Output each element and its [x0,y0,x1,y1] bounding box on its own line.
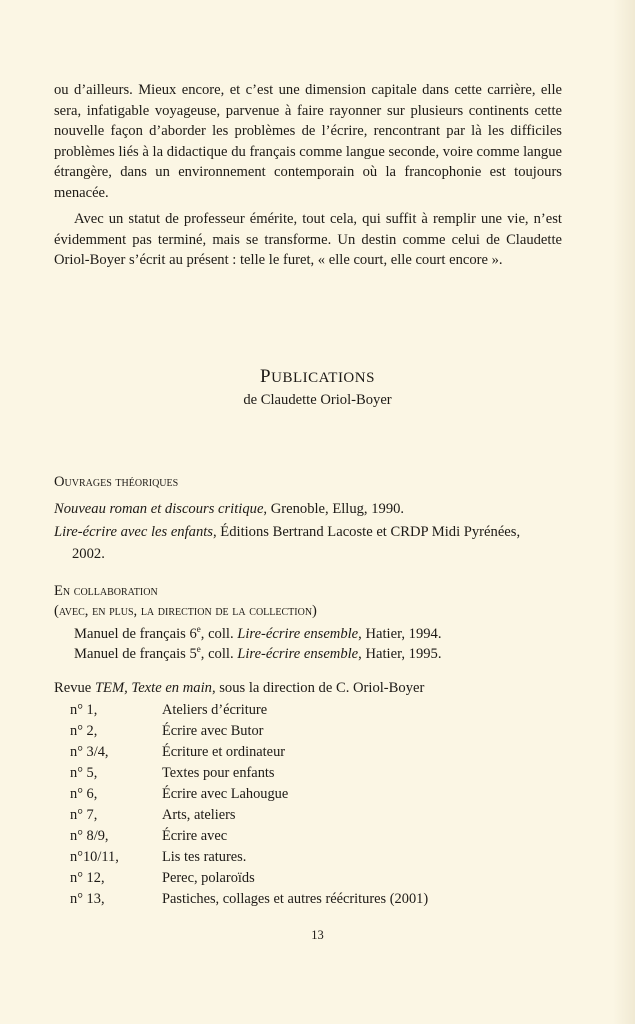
collab-1-pre: Manuel de français 6 [74,625,197,642]
collaboration-subheading: (avec, en plus, la direction de la collection) [54,603,317,619]
issue-number: n° 6, [70,786,98,802]
revue-pre: Revue [54,680,95,696]
collaboration-item-1 [74,624,441,643]
ouvrage-item-2-details: , Éditions Bertrand Lacoste et CRDP Midi Pyrénées, [213,524,521,540]
issue-title: Écrire avec Butor [162,723,264,739]
issue-title: Pastiches, collages et autres réécritures (2001) [162,891,429,907]
collab-2-title: Lire-écrire ensemble [237,645,359,662]
ouvrage-item-1 [54,501,404,518]
issue-title: Lis tes ratures. [162,849,247,865]
ouvrage-item-1-title: Nouveau roman et discours critique [54,501,264,517]
collab-2-pre: Manuel de français 5 [74,645,197,662]
collab-2-sup: e [196,644,201,654]
issue-title: Écrire avec [162,828,228,844]
revue-heading [54,680,424,697]
issue-number: n° 13, [70,891,105,907]
revue-title: TEM, Texte en main [94,680,212,696]
issue-number: n°10/11, [70,849,119,865]
issue-title: Ateliers d’écriture [162,702,268,718]
ouvrage-item-2-continuation: 2002. [72,546,105,562]
publications-subtitle: de Claudette Oriol-Boyer [243,392,392,408]
intro-paragraph-2: Avec un statut de professeur émérite, tout cela, qui suffit à remplir une vie, n’est évidemment pas terminé, mais se transforme. Un destin comme celui de Claudette Oriol-Boyer s’écrit au présent : telle le furet, « elle court, elle court encore ». [54,211,562,268]
issue-number: n° 5, [70,765,98,781]
collab-1-sup: e [196,624,201,634]
issue-title: Perec, polaroïds [162,870,255,886]
ouvrage-item-2-title: Lire-écrire avec les enfants [54,524,213,540]
ouvrages-heading: Ouvrages théoriques [54,474,179,490]
issue-number: n° 1, [70,702,98,718]
issue-number: n° 3/4, [70,744,109,760]
issue-title: Écriture et ordinateur [162,744,286,760]
issue-title: Textes pour enfants [162,765,275,781]
issue-number: n° 12, [70,870,105,886]
intro-paragraph-1: ou d’ailleurs. Mieux encore, et c’est une dimension capitale dans cette carrière, elle sera, infatigable voyageuse, parvenue à faire rayonner sur plusieurs continents cette nouvelle façon d’aborder les problèmes de l’écrire, rencontrant par là les difficiles problèmes liés à la didactique du français comme langue seconde, voire comme langue étrangère, dans un environnement contemporain où la francophonie est toujours menacée. [54,82,562,201]
publications-heading-rest: UBLICATIONS [271,370,375,386]
issue-title: Arts, ateliers [162,807,236,823]
collab-1-rest: , Hatier, 1994. [358,625,442,642]
issue-title: Écrire avec Lahougue [162,786,289,802]
issue-number: n° 2, [70,723,98,739]
collaboration-heading: En collaboration [54,583,158,599]
ouvrage-item-1-details: , Grenoble, Ellug, 1990. [263,501,405,517]
page-number: 13 [311,928,324,942]
collab-1-title: Lire-écrire ensemble [237,625,359,642]
publications-heading [0,366,635,388]
collab-2-rest: , Hatier, 1995. [358,645,442,662]
issue-number: n° 7, [70,807,98,823]
page-edge-shadow [613,0,635,1024]
issue-number: n° 8/9, [70,828,109,844]
revue-rest: , sous la direction de C. Oriol-Boyer [211,680,425,696]
collaboration-item-2 [74,644,441,663]
collab-2-mid: , coll. [200,645,238,662]
ouvrage-item-2 [54,524,520,541]
publications-heading-initial: P [260,366,272,387]
collab-1-mid: , coll. [200,625,238,642]
